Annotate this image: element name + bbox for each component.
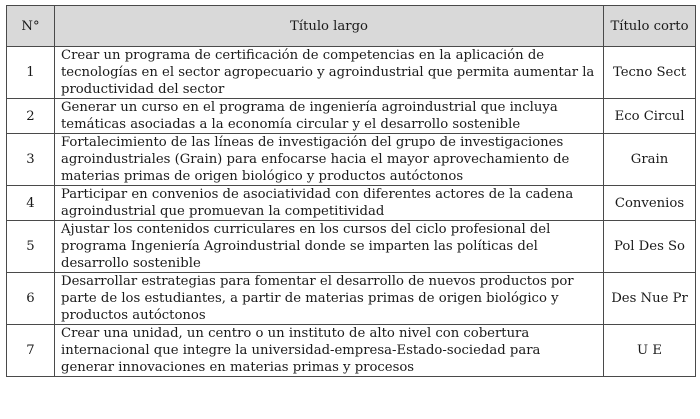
table-header [7, 6, 696, 47]
row-number: 7 [7, 325, 55, 377]
row-short-title: Eco Circul [604, 99, 696, 134]
table-row [7, 221, 696, 273]
row-long-title: Fortalecimiento de las líneas de investigación del grupo de investigaciones agroindustriales (Grain) para enfocarse hacia el mayor aprovechamiento de materias primas de origen biológico y productos autóctonos [55, 134, 604, 186]
table-row [7, 47, 696, 99]
table-row [7, 134, 696, 186]
row-number: 2 [7, 99, 55, 134]
row-number: 4 [7, 186, 55, 221]
row-short-title: Des Nue Pr [604, 273, 696, 325]
table-row [7, 273, 696, 325]
objectives-table [6, 5, 696, 377]
row-short-title: Grain [604, 134, 696, 186]
table-row [7, 99, 696, 134]
row-short-title: U E [604, 325, 696, 377]
row-long-title: Ajustar los contenidos curriculares en los cursos del ciclo profesional del programa Ingeniería Agroindustrial donde se imparten las políticas del desarrollo sostenible [55, 221, 604, 273]
header-number: N° [7, 6, 55, 47]
row-long-title: Desarrollar estrategias para fomentar el desarrollo de nuevos productos por parte de los estudiantes, a partir de materias primas de origen biológico y productos autóctonos [55, 273, 604, 325]
header-row [7, 6, 696, 47]
objectives-table-container [6, 5, 695, 377]
row-long-title: Generar un curso en el programa de ingeniería agroindustrial que incluya temáticas asociadas a la economía circular y el desarrollo sostenible [55, 99, 604, 134]
table-row [7, 186, 696, 221]
row-number: 1 [7, 47, 55, 99]
row-long-title: Crear un programa de certificación de competencias en la aplicación de tecnologías en el sector agropecuario y agroindustrial que permita aumentar la productividad del sector [55, 47, 604, 99]
row-short-title: Convenios [604, 186, 696, 221]
header-long-title: Título largo [55, 6, 604, 47]
row-long-title: Crear una unidad, un centro o un instituto de alto nivel con cobertura internacional que integre la universidad-empresa-Estado-sociedad para generar innovaciones en materias primas y procesos [55, 325, 604, 377]
row-short-title: Tecno Sect [604, 47, 696, 99]
row-number: 3 [7, 134, 55, 186]
row-number: 6 [7, 273, 55, 325]
row-short-title: Pol Des So [604, 221, 696, 273]
table-body [7, 47, 696, 377]
row-number: 5 [7, 221, 55, 273]
table-row [7, 325, 696, 377]
row-long-title: Participar en convenios de asociatividad con diferentes actores de la cadena agroindustrial que promuevan la competitividad [55, 186, 604, 221]
header-short-title: Título corto [604, 6, 696, 47]
